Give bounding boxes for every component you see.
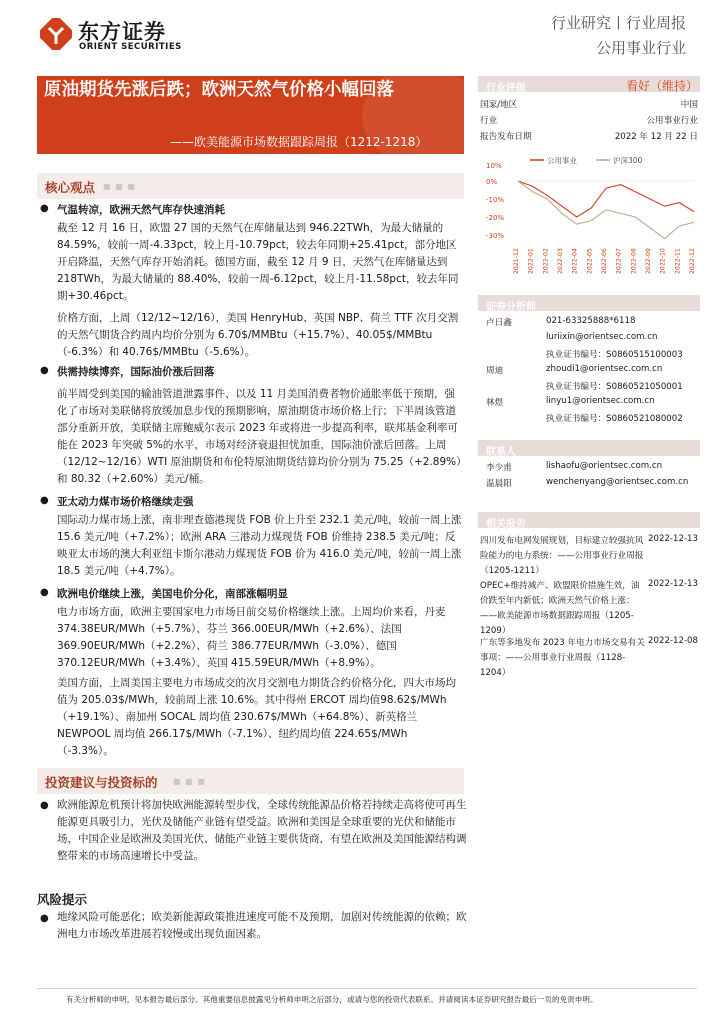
y-tick-label: 10% xyxy=(486,162,502,170)
meta-key: 行业 xyxy=(480,116,498,126)
contact-email[interactable]: lishaofu@orientsec.com.cn xyxy=(546,461,663,471)
meta-value: 中国 xyxy=(680,100,698,110)
x-tick-label: 2022-07 xyxy=(615,248,623,274)
bullet-title-coal: 亚太动力煤市场价格继续走强 xyxy=(57,496,194,508)
bullet-title-gas: 气温转凉，欧洲天然气库存快速消耗 xyxy=(57,204,225,216)
contact-label: 联系人 xyxy=(486,447,516,458)
report-industry: 公用事业行业 xyxy=(595,39,686,57)
meta-value: 2022 年 12 月 22 日 xyxy=(614,132,698,142)
brand-name-en: ORIENT SECURITIES xyxy=(79,42,182,52)
related-report-title[interactable]: OPEC+维持减产、欧盟限价措施生效，油价跌至年内新低；欧洲天然气价格上涨：——欧美能源市场数据跟踪周报（1205-1209） xyxy=(480,581,640,636)
contact-name: 温晨阳 xyxy=(486,479,512,489)
analyst-name: 卢日鑫 xyxy=(486,318,512,328)
core-section-header xyxy=(37,173,464,199)
x-tick-label: 2021-12 xyxy=(513,248,520,274)
y-tick-label: -10% xyxy=(486,196,505,204)
bullet-icon: ● xyxy=(40,495,49,506)
brand-logo-icon xyxy=(40,18,72,50)
report-title: 原油期货先涨后跌；欧洲天然气价格小幅回落 xyxy=(44,80,394,100)
analyst-email[interactable]: zhoudi1@orientsec.com.cn xyxy=(546,364,663,374)
analyst-email[interactable]: luriixin@orientsec.com.cn xyxy=(546,332,658,342)
bullet-icon: ● xyxy=(40,913,49,924)
bullet-icon: ● xyxy=(40,800,49,811)
report-subtitle: ——欧美能源市场数据跟踪周报（1212-1218） xyxy=(170,135,428,149)
invest-paragraph: 欧洲能源危机预计将加快欧洲能源转型步伐，全球传统能源品价格若持续走高将使可再生能源更具吸引力，光伏及储能产业链有望受益。欧洲和美国是全球重要的光伏和储能市场，中国企业是欧洲及美国光伏、储能产业链主要供货商，有望在欧洲及美国能源结构调整带来的市场高速增长中受益。 xyxy=(57,799,467,862)
x-tick-label: 2022-02 xyxy=(542,248,550,274)
footer-divider xyxy=(37,988,697,989)
y-tick-label: -30% xyxy=(486,232,505,240)
x-tick-label: 2022-10 xyxy=(659,248,667,274)
contact-name: 李少甫 xyxy=(486,463,512,473)
x-tick-label: 2022-06 xyxy=(601,248,608,274)
meta-value: 公用事业行业 xyxy=(646,116,698,126)
x-tick-label: 2022-08 xyxy=(630,248,638,274)
bullet-icon: ● xyxy=(40,203,49,214)
section-dots: ■ ■ ■ xyxy=(103,182,136,191)
analyst-label: 证券分析师 xyxy=(486,302,536,313)
brand-name: 东方证券 xyxy=(78,20,166,44)
related-report-title[interactable]: 四川发布电网发展规划，目标建立较强抗风险能力的电力系统：——公用事业行业周报（1205-1211） xyxy=(480,536,644,576)
meta-key: 国家/地区 xyxy=(480,100,518,110)
bullet-icon: ● xyxy=(40,587,49,598)
analyst-name: 周迪 xyxy=(486,366,504,376)
risk-paragraph: 地缘风险可能恶化；欧美新能源政策推进速度可能不及预期，加剧对传统能源的依赖；欧洲电力市场改革进展若较慢或出现负面因素。 xyxy=(57,911,467,940)
bullet-icon: ● xyxy=(40,365,49,376)
bullet-title-power: 欧洲电价继续上涨，美国电价分化，南部涨幅明显 xyxy=(57,588,288,600)
core-section-title: 核心观点 xyxy=(45,180,96,195)
invest-section-title: 投资建议与投资标的 xyxy=(45,775,158,790)
y-tick-label: -20% xyxy=(486,214,505,222)
analyst-email[interactable]: linyu1@orientsec.com.cn xyxy=(546,396,655,406)
series-line-公用事业 xyxy=(518,181,694,217)
related-report-date: 2022-12-13 xyxy=(648,579,698,589)
rating-value: 看好（维持） xyxy=(625,79,698,93)
report-category: 行业研究丨行业周报 xyxy=(550,14,686,32)
section-dots: ■ ■ ■ xyxy=(173,777,206,786)
analyst-phone: 021-63325888*6118 xyxy=(546,316,636,326)
analyst-license: 执业证书编号：S0860515100003 xyxy=(546,350,683,360)
series-line-沪深300 xyxy=(518,181,694,239)
bullet-title-oil: 供需持续博弈，国际油价涨后回落 xyxy=(57,366,215,378)
performance-chart xyxy=(478,150,700,278)
related-report-date: 2022-12-13 xyxy=(648,534,698,544)
contact-header xyxy=(478,440,700,456)
coal-paragraph: 国际动力煤市场上涨，南非理查德港现货 FOB 价上升至 232.1 美元/吨，较前一周上涨 15.6 美元/吨（+7.2%）；欧洲 ARA 三港动力煤现货 FOB 价维持 238.5 美元/吨；反映亚太市场的澳大利亚纽卡斯尔港动力煤现货 FOB 价为 416.0 美元/吨，较前一周上涨 18.5 美元/吨（+4.7%）。 xyxy=(57,514,462,577)
x-tick-label: 2022-05 xyxy=(586,248,594,274)
eu-power-paragraph: 电力市场方面，欧洲主要国家电力市场日前交易价格继续上涨。上周均价来看，丹麦 374.38EUR/MWh（+5.7%）、芬兰 366.00EUR/MWh（+2.6%）、法国 369.90EUR/MWh（+2.2%）、荷兰 386.77EUR/MWh（-3.0%）、德国 370.12EUR/MWh（+3.4%）、英国 415.59EUR/MWh（+8.9%）。 xyxy=(57,606,446,669)
risk-heading: 风险提示 xyxy=(37,892,88,907)
oil-paragraph: 前半周受到美国的输油管道泄露事件、以及 11 月美国消费者物价通胀率低于预期，强化了市场对美联储将放缓加息步伐的预期影响，原油期货市场价格上行；下半周该管道部分重新开放，美联储主席鲍威尔表示 2023 年或将进一步提高利率，联邦基金利率可能在 2023 年突破 5%的水平，市场对经济衰退担忧加重，国际油价涨后回落。上周（12/12~12/16）WTI 原油期货和布伦特原油期货结算均价分别为 75.25（+2.89%）和 80.32（+2.60%）美元/桶。 xyxy=(57,388,462,485)
analyst-name: 林煜 xyxy=(486,398,504,408)
disclaimer-footer: 有关分析师的申明，见本报告最后部分。其他重要信息披露见分析师申明之后部分，或请与您的投资代表联系。并请阅读本证券研究报告最后一页的免责申明。 xyxy=(66,995,598,1004)
gas-price-paragraph: 价格方面，上周（12/12~12/16），美国 HenryHub、英国 NBP、荷兰 TTF 次月交割的天然气期货合约周内均价分别为 6.70$/MMBtu（+15.7%）、40.05$/MMBtu（-6.3%）和 40.76$/MMBtu（-5.6%）。 xyxy=(57,312,459,358)
legend-label: 公用事业 xyxy=(547,156,577,165)
related-header xyxy=(478,512,700,528)
invest-section-header xyxy=(37,768,464,794)
x-tick-label: 2022-11 xyxy=(674,248,682,274)
y-tick-label: 0% xyxy=(486,178,498,186)
contact-email[interactable]: wenchenyang@orientsec.com.cn xyxy=(546,477,689,487)
gas-storage-paragraph: 截至 12 月 16 日，欧盟 27 国的天然气在库储量达到 946.22TWh，为最大储量的84.59%，较前一周-4.33pct，较上月-10.79pct，较去年同期+25.41pct，部分地区开启降温，天然气库存开始消耗。德国方面，截至 12 月 9 日，天然气在库储量达到218TWh，为最大储量的 88.40%，较前一周-6.12pct，较上月-11.58pct，较去年同期+30.46pct。 xyxy=(57,222,459,302)
related-report-title[interactable]: 广东等多地发布 2023 年电力市场交易有关事项：——公用事业行业周报（1128-1204） xyxy=(480,638,645,678)
meta-key: 报告发布日期 xyxy=(480,132,532,142)
x-tick-label: 2022-04 xyxy=(571,248,579,274)
rating-label: 行业评级 xyxy=(486,83,526,94)
related-report-date: 2022-12-08 xyxy=(648,636,698,646)
legend-label: 沪深300 xyxy=(613,156,643,165)
x-tick-label: 2022-01 xyxy=(527,248,535,274)
x-tick-label: 2022-09 xyxy=(645,248,652,274)
x-tick-label: 2022-12 xyxy=(689,248,696,274)
analyst-license: 执业证书编号：S0860521080002 xyxy=(546,414,683,424)
related-label: 相关报告 xyxy=(486,519,526,530)
analyst-header xyxy=(478,295,700,311)
x-tick-label: 2022-03 xyxy=(557,248,564,274)
analyst-license: 执业证书编号：S0860521050001 xyxy=(546,382,683,392)
us-power-paragraph: 美国方面，上周美国主要电力市场成交的次月交割电力期货合约价格分化，四大市场均值为 205.03$/MWh，较前周上涨 10.6%。其中得州 ERCOT 周均值98.62$/MWh（+19.1%）、南加州 SOCAL 周均值 230.67$/MWh（+64.8%）、新英格兰 NEWPOOL 周均值 266.17$/MWh（-7.1%）、纽约周均值 224.65$/MWh（-3.3%）。 xyxy=(57,677,456,757)
